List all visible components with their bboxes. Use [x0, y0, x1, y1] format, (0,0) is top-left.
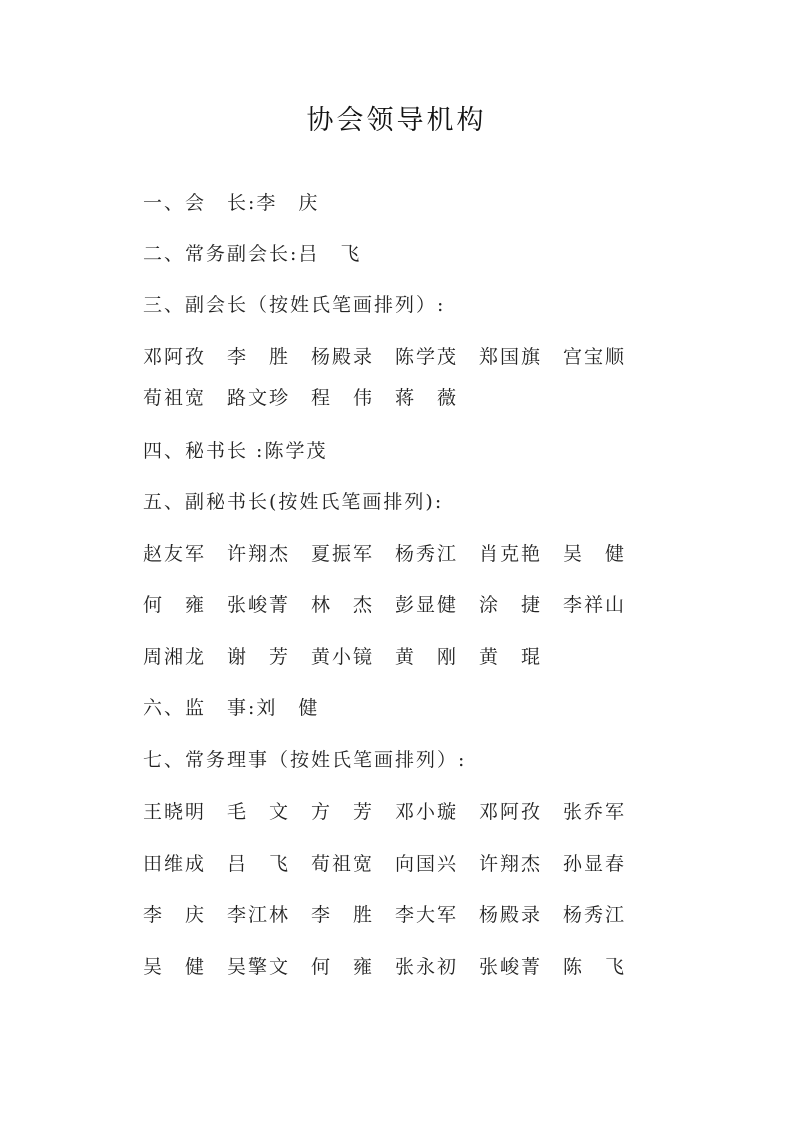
standing-directors-names-row-4: 吴 健 吴擎文 何 雍 张永初 张峻菁 陈 飞 — [143, 956, 627, 978]
section-executive-vice-president: 二、常务副会长:吕 飞 — [143, 243, 362, 265]
section-supervisor: 六、监 事:刘 健 — [143, 697, 320, 719]
standing-directors-names-row-2: 田维成 吕 飞 荀祖宽 向国兴 许翔杰 孙显春 — [143, 853, 627, 875]
standing-directors-names-row-3: 李 庆 李江林 李 胜 李大军 杨殿录 杨秀江 — [143, 904, 627, 926]
deputy-secretaries-names-row-3: 周湘龙 谢 芳 黄小镜 黄 刚 黄 琨 — [143, 646, 543, 668]
section-standing-directors-heading: 七、常务理事（按姓氏笔画排列）: — [143, 749, 467, 771]
document-title: 协会领导机构 — [306, 105, 487, 136]
section-secretary-general: 四、秘书长 :陈学茂 — [143, 440, 328, 462]
deputy-secretaries-names-row-2: 何 雍 张峻菁 林 杰 彭显健 涂 捷 李祥山 — [143, 594, 627, 616]
vice-presidents-names-row-2: 荀祖宽 路文珍 程 伟 蒋 薇 — [143, 387, 459, 409]
section-vice-presidents-heading: 三、副会长（按姓氏笔画排列）: — [143, 294, 446, 316]
vice-presidents-names-row-1: 邓阿孜 李 胜 杨殿录 陈学茂 郑国旗 宫宝顺 — [143, 346, 627, 368]
section-deputy-secretaries-heading: 五、副秘书长(按姓氏笔画排列): — [143, 491, 444, 513]
deputy-secretaries-names-row-1: 赵友军 许翔杰 夏振军 杨秀江 肖克艳 吴 健 — [143, 543, 627, 565]
section-president: 一、会 长:李 庆 — [143, 192, 320, 214]
standing-directors-names-row-1: 王晓明 毛 文 方 芳 邓小璇 邓阿孜 张乔军 — [143, 801, 627, 823]
